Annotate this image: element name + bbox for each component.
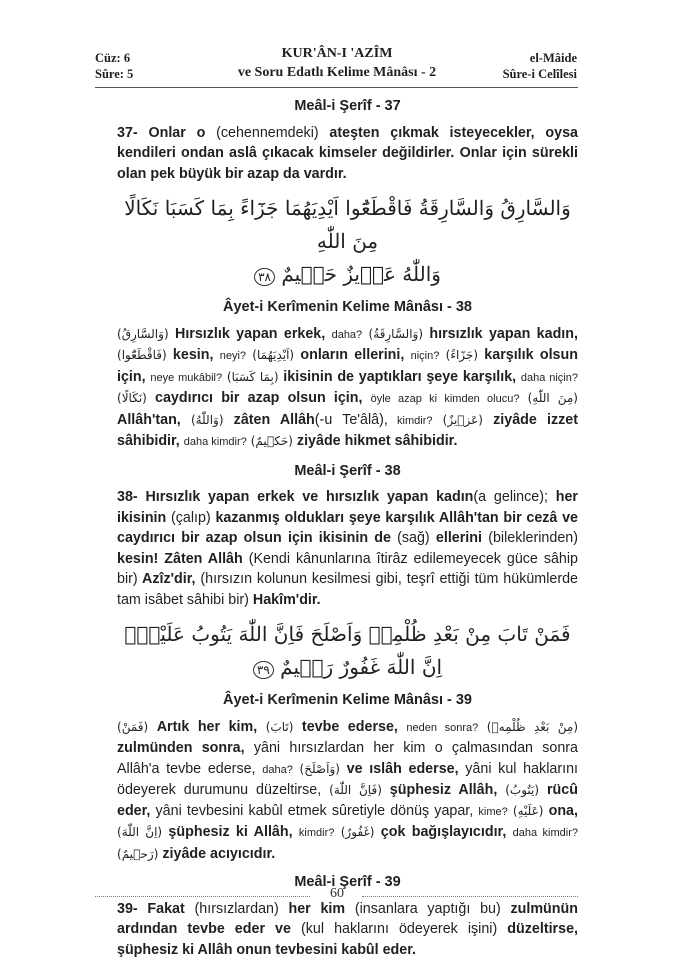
question: neye mukâbil? bbox=[150, 371, 223, 384]
question: daha kimdir? bbox=[183, 436, 247, 448]
arabic-text: وَاللّٰهُ عَز۪يزٌ حَك۪يمٌ bbox=[281, 262, 441, 286]
note: (Kendi kânunlarına îtirâz edilemeyecek güce sâhip bir) bbox=[117, 550, 578, 587]
verse-number: 38- bbox=[117, 489, 138, 505]
meaning: tevbe ederse, bbox=[293, 718, 407, 735]
note: yâni kul haklarını ödeyerek durumunu düzeltirse, bbox=[117, 760, 578, 798]
meal-37-text bbox=[117, 123, 578, 185]
meaning: Allâh'tan, bbox=[117, 411, 191, 428]
verse-number: 39- bbox=[117, 900, 138, 917]
text-span: Fakat bbox=[137, 900, 195, 917]
section-title-meal-38: Meâl-i Şerîf - 38 bbox=[294, 462, 401, 479]
arabic-line bbox=[117, 258, 578, 291]
arabic-word: (اِنَّ اللّٰهَ) bbox=[117, 825, 163, 839]
book-subtitle: ve Soru Edatlı Kelime Mânâsı - 2 bbox=[237, 65, 437, 80]
arabic-word: (نَكَالًا) bbox=[117, 391, 147, 405]
meaning: karşılık olsun için, bbox=[117, 347, 578, 385]
note: (kul haklarını ödeyerek işini) bbox=[301, 921, 498, 937]
meaning: ziyâde acıyıcıdır. bbox=[158, 845, 276, 862]
meaning: zâten Allâh bbox=[223, 411, 315, 428]
text-span: her kim bbox=[278, 900, 355, 917]
note: yâni hırsızlardan her kim o çalmasından sonra Allâh'a tevbe ederse, bbox=[117, 740, 579, 777]
arabic-word: (رَح۪يمٌ) bbox=[117, 846, 159, 861]
text-span: zulmünün ardından tevbe eder ve bbox=[117, 900, 578, 937]
meaning: ona, bbox=[543, 802, 578, 819]
text-span: ateşten çıkmak isteyecekler, oysa kendileri ondan aslâ çıkacak kimseler değildirler. Onlar için sürekli olan pek büyük bir azap da vardır. bbox=[117, 124, 578, 182]
question: öyle azap ki kimden olucu? bbox=[370, 393, 520, 405]
meaning: caydırıcı bir azap olsun için, bbox=[146, 390, 371, 406]
question: kimdir? bbox=[298, 827, 335, 839]
note: (çalıp) bbox=[170, 509, 211, 526]
arabic-word: (عَز۪يزٌ) bbox=[442, 412, 483, 427]
header-right bbox=[503, 50, 577, 82]
surah-label: Sûre-i Celîlesi bbox=[502, 67, 577, 81]
verse-number-medallion: ٣٩ bbox=[253, 661, 274, 679]
note: (sağ) bbox=[397, 530, 430, 546]
question: niçin? bbox=[410, 350, 440, 362]
question: neden sonra? bbox=[406, 721, 479, 734]
arabic-line: وَالسَّارِقُ وَالسَّارِقَةُ فَاقْطَعُٓوا اَيْدِيَهُمَا جَزَٓاءً بِمَا كَسَبَا نَكَالًا مِنَ اللّٰهِ bbox=[124, 196, 571, 253]
arabic-verse-39 bbox=[117, 618, 578, 684]
text-span: ellerini bbox=[429, 530, 489, 546]
page-content bbox=[117, 96, 578, 968]
note: (bileklerinden) bbox=[488, 530, 578, 546]
kelime-39-text bbox=[117, 717, 578, 865]
arabic-word: (مِنْ بَعْدِ ظُلْمِه۪) bbox=[486, 719, 578, 734]
arabic-word: (عَلَيْهِ) bbox=[512, 803, 544, 818]
meaning: Hırsızlık yapan erkek, bbox=[168, 325, 332, 342]
meaning: hırsızlık yapan kadın, bbox=[423, 325, 578, 342]
arabic-word: (وَاَصْلَحَ) bbox=[299, 761, 340, 776]
arabic-word: (وَالسَّارِقُ) bbox=[117, 326, 169, 341]
note: (-u Te'âlâ), bbox=[314, 411, 388, 428]
arabic-word: (فَاِنَّ اللّٰهَ) bbox=[329, 783, 382, 797]
surah-name: el-Mâide bbox=[529, 51, 577, 65]
arabic-word: (اَيْدِيَهُمَا) bbox=[252, 348, 295, 362]
arabic-word: (فَمَنْ) bbox=[117, 719, 149, 734]
meaning: çok bağışlayıcıdır, bbox=[374, 824, 513, 840]
page-number: 60 bbox=[330, 886, 344, 901]
arabic-word: (فَاقْطَعُٓوا) bbox=[117, 348, 167, 362]
footer-dotted-rule-right bbox=[362, 896, 578, 897]
kelime-38-text bbox=[117, 324, 578, 453]
text-span: Hırsızlık yapan erkek ve hırsızlık yapan kadın bbox=[137, 489, 474, 505]
meal-38-text bbox=[117, 487, 578, 610]
meaning: şüphesiz Allâh, bbox=[381, 782, 506, 798]
meal-39-text bbox=[117, 899, 578, 961]
question: daha? bbox=[262, 763, 293, 776]
arabic-word: (غَفُورٌ) bbox=[340, 825, 375, 839]
meaning: ve ıslâh ederse, bbox=[339, 760, 459, 777]
verse-number-medallion: ٣٨ bbox=[254, 268, 275, 286]
note: (hırsızlardan) bbox=[194, 900, 279, 917]
arabic-word: (وَالسَّارِقَةُ) bbox=[368, 326, 424, 341]
meaning: ikisinin de yaptıkları şeye karşılık, bbox=[278, 368, 521, 385]
meaning: şüphesiz ki Allâh, bbox=[162, 824, 299, 840]
header-rule bbox=[95, 87, 578, 88]
note: (a gelince); bbox=[473, 489, 548, 505]
text-span: Onlar o bbox=[137, 124, 217, 141]
text-span: kesin! Zâten Allâh bbox=[117, 550, 249, 567]
text-span: her ikisinin bbox=[117, 489, 578, 526]
section-title-meal-39: Meâl-i Şerîf - 39 bbox=[294, 874, 401, 890]
meaning: zulmünden sonra, bbox=[117, 740, 245, 756]
arabic-text: فَمَنْ تَابَ مِنْ بَعْدِ ظُلْمِه۪ وَاَصْلَحَ فَاِنَّ اللّٰهَ يَتُوبُ عَلَيْهِۜ اِنَّ اللّٰهَ غَفُورٌ رَح۪يمٌ bbox=[124, 622, 571, 679]
meaning: ziyâde hikmet sâhibidir. bbox=[292, 433, 458, 449]
text-span: Hakîm'dir. bbox=[248, 591, 321, 608]
arabic-word: (حَك۪يمٌ) bbox=[250, 434, 293, 448]
meaning: Artık her kim, bbox=[148, 718, 266, 735]
page-header bbox=[0, 44, 674, 84]
text-span: düzeltirse, şüphesiz ki Allâh onun tevbesini kabûl eder. bbox=[117, 921, 578, 958]
juz-label: Cüz: 6 bbox=[95, 51, 131, 65]
note: (hırsızın kolunun kesilmesi gibi, teşrî ettiği tüm hükümlerde tam isâbet sâhibi bir) bbox=[117, 571, 579, 608]
book-title: KUR'ÂN-I 'AZÎM bbox=[281, 46, 393, 61]
arabic-word: (مِنَ اللّٰهِ) bbox=[527, 391, 578, 405]
question: kimdir? bbox=[387, 414, 433, 427]
section-title-meal-37: Meâl-i Şerîf - 37 bbox=[294, 98, 401, 114]
arabic-word: (وَاللّٰهُ) bbox=[190, 412, 224, 427]
arabic-verse-38 bbox=[117, 192, 578, 291]
section-title-kelime-38: Âyet-i Kerîmenin Kelime Mânâsı - 38 bbox=[223, 299, 472, 315]
meaning: kesin, bbox=[166, 347, 220, 363]
question: daha? bbox=[331, 328, 363, 341]
text-span: Azîz'dir, bbox=[137, 571, 201, 587]
question: neyi? bbox=[219, 350, 247, 362]
question: daha niçin? bbox=[520, 371, 578, 384]
text-span: kazanmış oldukları şeye karşılık Allâh'tan bir cezâ ve caydırıcı bir azap olsun için ikisinin de bbox=[117, 509, 578, 546]
meaning: ziyâde izzet sâhibidir, bbox=[117, 411, 578, 449]
text-span: (cehennemdeki) bbox=[216, 124, 319, 141]
note: (insanlara yaptığı bu) bbox=[354, 900, 501, 917]
question: daha kimdir? bbox=[512, 827, 578, 839]
arabic-word: (بِمَا كَسَبَا) bbox=[226, 369, 279, 384]
meaning: rücû eder, bbox=[117, 782, 578, 819]
surah-number-label: Sûre: 5 bbox=[95, 67, 134, 81]
arabic-word: (جَزَٓاءً) bbox=[445, 348, 479, 362]
arabic-word: (تَابَ) bbox=[265, 719, 294, 734]
section-title-kelime-39: Âyet-i Kerîmenin Kelime Mânâsı - 39 bbox=[223, 692, 472, 708]
question: kime? bbox=[478, 805, 508, 818]
verse-number: 37- bbox=[117, 124, 138, 141]
meaning: onların ellerini, bbox=[294, 347, 411, 363]
note: yâni tevbesini kabûl etmek sûretiyle dönüş yapar, bbox=[150, 802, 479, 819]
arabic-word: (يَتُوبُ) bbox=[505, 783, 540, 797]
